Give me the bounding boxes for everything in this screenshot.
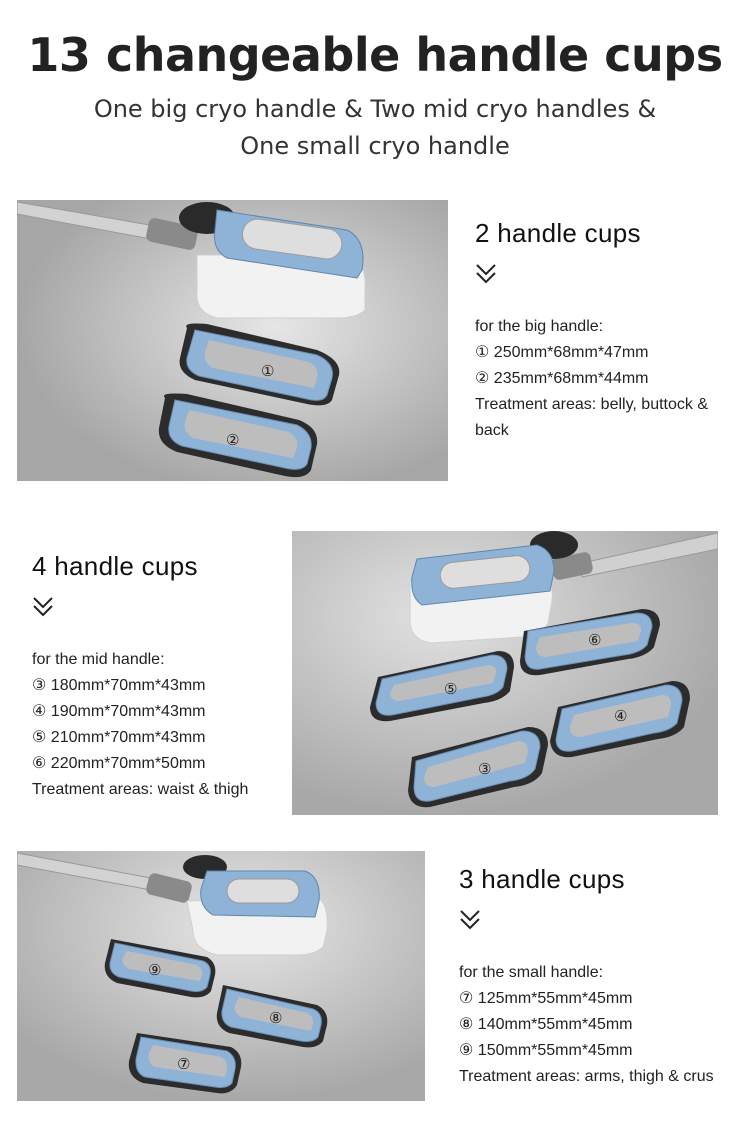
- double-chevron-down-icon: [32, 594, 54, 620]
- info-line: ⑦ 125mm*55mm*45mm: [459, 990, 633, 1007]
- section-heading: 2 handle cups: [475, 218, 641, 248]
- page-subtitle-line-1: One big cryo handle & Two mid cryo handles &: [93, 95, 657, 123]
- info-line: Treatment areas: belly, buttock & back: [475, 396, 708, 439]
- section-heading: 3 handle cups: [459, 864, 625, 894]
- svg-text:⑨: ⑨: [148, 961, 162, 979]
- svg-text:①: ①: [261, 362, 275, 380]
- info-line: ② 235mm*68mm*44mm: [475, 370, 649, 387]
- svg-text:⑦: ⑦: [177, 1055, 191, 1073]
- small-handle-info: [459, 864, 744, 1090]
- svg-text:⑤: ⑤: [444, 680, 458, 698]
- big-handle-info: [475, 218, 735, 444]
- info-line: Treatment areas: arms, thigh & crus: [459, 1068, 714, 1085]
- svg-text:⑧: ⑧: [269, 1009, 283, 1027]
- info-line: for the mid handle:: [32, 651, 165, 668]
- svg-text:⑥: ⑥: [588, 631, 602, 649]
- info-line: ⑤ 210mm*70mm*43mm: [32, 729, 206, 746]
- big-handle-photo: [17, 200, 448, 481]
- svg-text:④: ④: [614, 707, 628, 725]
- info-line: for the big handle:: [475, 318, 604, 335]
- info-line: ⑧ 140mm*55mm*45mm: [459, 1016, 633, 1033]
- info-line: ① 250mm*68mm*47mm: [475, 344, 649, 361]
- page-title: 13 changeable handle cups: [27, 28, 723, 82]
- page-subtitle-line-2: One small cryo handle: [240, 132, 510, 160]
- section-heading: 4 handle cups: [32, 551, 198, 581]
- double-chevron-down-icon: [475, 261, 497, 287]
- info-line: ⑥ 220mm*70mm*50mm: [32, 755, 206, 772]
- info-line: for the small handle:: [459, 964, 604, 981]
- mid-handle-photo: [292, 531, 718, 815]
- info-line: ③ 180mm*70mm*43mm: [32, 677, 206, 694]
- svg-text:③: ③: [478, 760, 492, 778]
- double-chevron-down-icon: [459, 907, 481, 933]
- info-line: ④ 190mm*70mm*43mm: [32, 703, 206, 720]
- mid-handle-info: [32, 551, 287, 803]
- svg-text:②: ②: [226, 431, 240, 449]
- info-line: ⑨ 150mm*55mm*45mm: [459, 1042, 633, 1059]
- info-line: Treatment areas: waist & thigh: [32, 781, 249, 798]
- small-handle-photo: [17, 851, 425, 1101]
